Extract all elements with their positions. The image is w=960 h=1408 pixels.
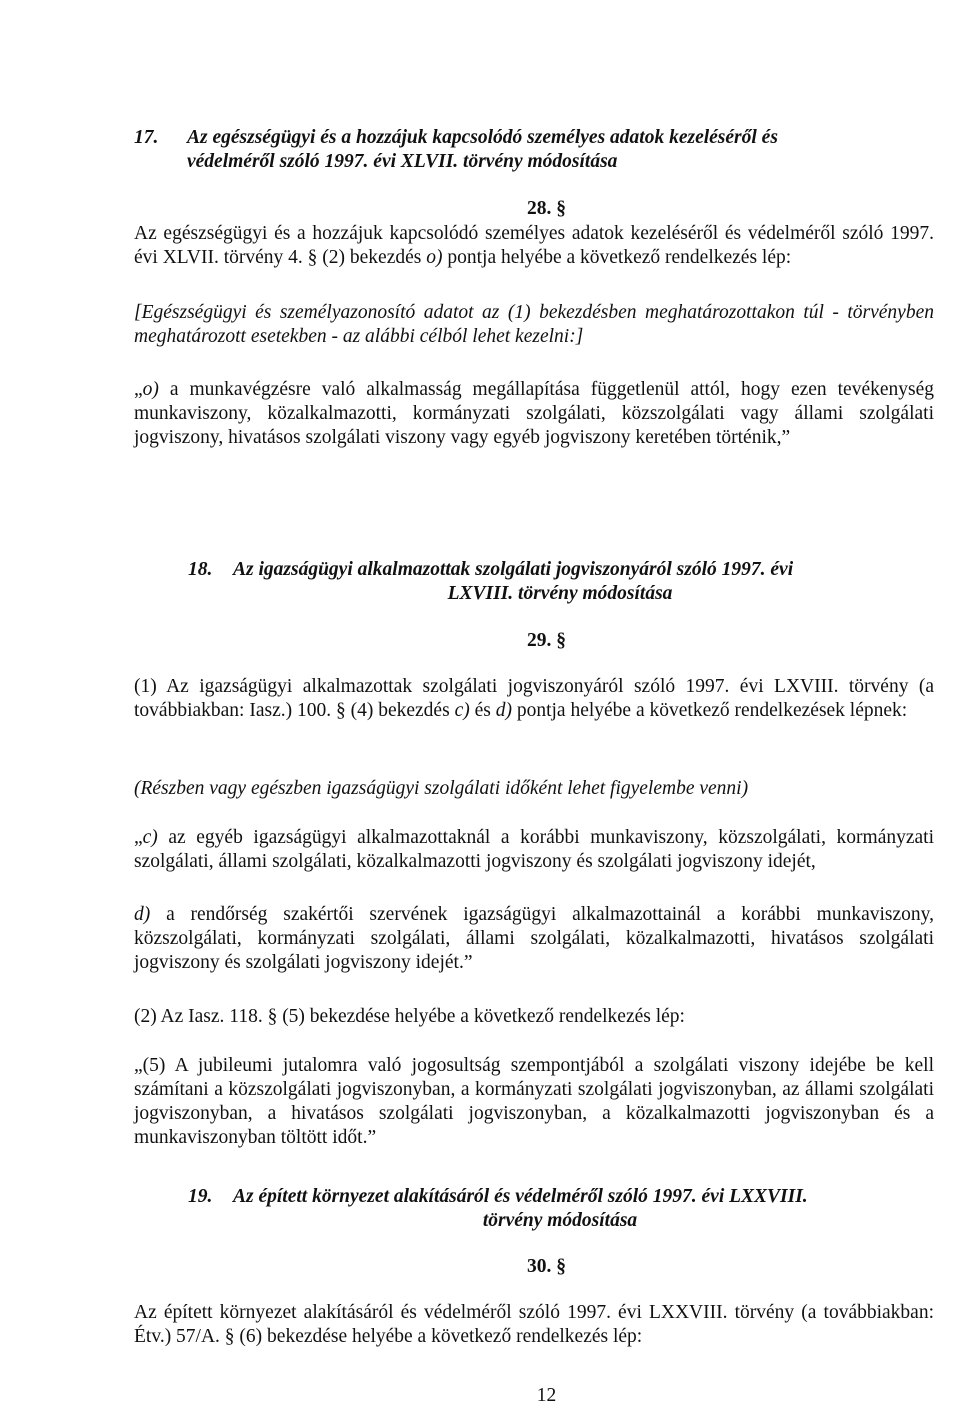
section-17-number: 17. bbox=[134, 127, 159, 148]
section-18-number: 18. bbox=[188, 559, 213, 580]
paragraph-29-1-mid: és bbox=[469, 700, 496, 721]
paragraph-28-context: [Egészségügyi és személyazonosító adatot az (1) bekezdésben meghatározottakon túl - törvényben meghatározott esetekben - az alábbi célból lehet kezelni:] bbox=[134, 302, 934, 347]
paragraph-28-quote-text: a munkavégzésre való alkalmasság megállapítása függetlenül attól, hogy ezen tevékenység munkaviszony, közalkalmazotti, kormányzati szolgálati, közszolgálati vagy állami szolgálati jogviszony, hivatásos szolgálati viszony vagy egyéb jogviszony keretében történik,” bbox=[134, 379, 934, 448]
section-17-title-line1: Az egészségügyi és a hozzájuk kapcsolódó személyes adatok kezeléséről és bbox=[187, 127, 778, 148]
page-number: 12 bbox=[536, 1385, 557, 1406]
paragraph-29-point-c bbox=[134, 826, 934, 874]
paragraph-28-quote bbox=[134, 378, 934, 450]
section-17-heading bbox=[134, 126, 934, 174]
paragraph-29-context: (Részben vagy egészben igazságügyi szolgálati időként lehet figyelembe venni) bbox=[134, 778, 749, 799]
paragraph-29-1-point-d: d) bbox=[495, 700, 512, 721]
section-17-title-line2: védelméről szóló 1997. évi XLVII. törvény módosítása bbox=[187, 151, 618, 172]
paragraph-28-heading bbox=[0, 197, 960, 221]
paragraph-28-text bbox=[134, 222, 934, 270]
paragraph-29-1 bbox=[134, 675, 934, 723]
paragraph-29-c-text: az egyéb igazságügyi alkalmazottaknál a korábbi munkaviszony, közszolgálati, kormányzati szolgálati, állami szolgálati, közalkalmazotti jogviszony és szolgálati jogviszony idejét, bbox=[134, 827, 934, 872]
paragraph-28-text-pre: Az egészségügyi és a hozzájuk kapcsolódó személyes adatok kezeléséről és védelméről szóló 1997. évi XLVII. törvény 4. § (2) bekezdés bbox=[134, 223, 934, 268]
paragraph-29-heading bbox=[0, 629, 960, 653]
paragraph-29-1-point-c: c) bbox=[454, 700, 470, 721]
paragraph-29-2: (2) Az Iasz. 118. § (5) bekezdése helyébe a következő rendelkezés lép: bbox=[134, 1006, 685, 1027]
paragraph-30-text: Az épített környezet alakításáról és védelméről szóló 1997. évi LXXVIII. törvény (a továbbiakban: Étv.) 57/A. § (6) bekezdése helyébe a következő rendelkezés lép: bbox=[134, 1302, 934, 1347]
section-19-number: 19. bbox=[188, 1186, 213, 1207]
paragraph-29-quote-5: „(5) A jubileumi jutalomra való jogosultság szempontjából a szolgálati viszony idejébe be kell számítani a közszolgálati jogviszonyban, a kormányzati szolgálati jogviszonyban, az állami szolgálati jogviszonyban, a hivatásos szolgálati jogviszonyban, a közalkalmazotti jogviszonyban és a munkaviszonyban töltött időt.” bbox=[134, 1055, 934, 1148]
section-18-title-line2: LXVIII. törvény módosítása bbox=[447, 583, 673, 604]
paragraph-28-quote-point: o) bbox=[142, 379, 159, 400]
paragraph-29-c-label: c) bbox=[142, 827, 158, 848]
paragraph-28-heading-text: 28. § bbox=[527, 198, 566, 219]
quote-open-mark: „ bbox=[134, 827, 143, 848]
section-19-title-line1: Az épített környezet alakításáról és védelméről szóló 1997. évi LXXVIII. bbox=[233, 1186, 808, 1207]
paragraph-29-1-pre: (1) Az igazságügyi alkalmazottak szolgálati jogviszonyáról szóló 1997. évi LXVIII. törvény (a továbbiakban: Iasz.) 100. § (4) bekezdés bbox=[134, 676, 934, 721]
quote-open-mark: „ bbox=[134, 379, 143, 400]
paragraph-29-d-text: a rendőrség szakértői szervének igazságügyi alkalmazottainál a korábbi munkaviszony, közszolgálati, kormányzati szolgálati, állami szolgálati, közalkalmazotti, hivatásos szolgálati jogviszony és szolgálati jogviszony idejét.” bbox=[134, 904, 934, 973]
paragraph-29-heading-text: 29. § bbox=[527, 630, 566, 651]
section-19-title-line2: törvény módosítása bbox=[482, 1210, 638, 1231]
paragraph-29-d-label: d) bbox=[134, 904, 151, 925]
paragraph-28-point-ref: o) bbox=[426, 247, 443, 268]
paragraph-29-point-d bbox=[134, 903, 934, 975]
paragraph-30-heading-text: 30. § bbox=[527, 1256, 566, 1277]
paragraph-30-heading bbox=[0, 1255, 960, 1279]
section-19-heading bbox=[188, 1185, 928, 1233]
paragraph-29-1-post: pontja helyébe a következő rendelkezések lépnek: bbox=[511, 700, 908, 721]
paragraph-28-text-post: pontja helyébe a következő rendelkezés lép: bbox=[442, 247, 792, 268]
section-18-title-line1: Az igazságügyi alkalmazottak szolgálati jogviszonyáról szóló 1997. évi bbox=[233, 559, 794, 580]
section-18-heading bbox=[188, 558, 928, 606]
